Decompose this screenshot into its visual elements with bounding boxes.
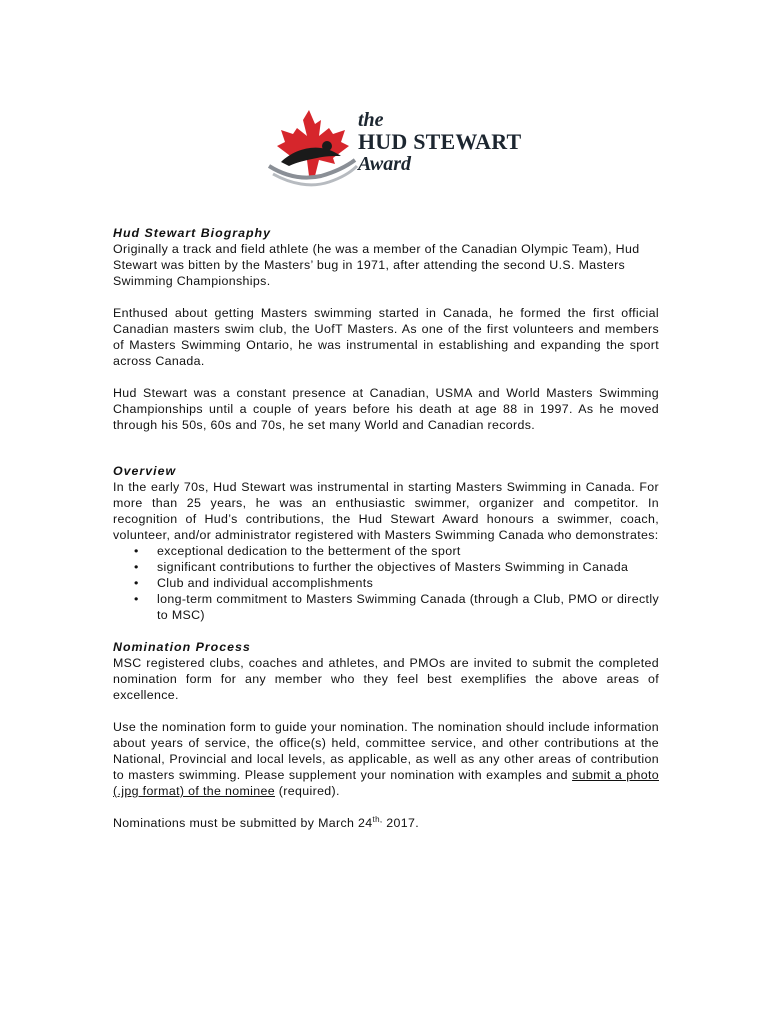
bullet-icon: • — [134, 560, 139, 574]
nomination-text-end: (required). — [275, 784, 340, 798]
swimmer-head-icon — [322, 141, 332, 151]
nomination-paragraph-2 — [113, 719, 659, 799]
overview-intro: In the early 70s, Hud Stewart was instrumental in starting Masters Swimming in Canada. For more than 25 years, he was an enthusiastic swimmer, organizer and competitor. In recognition of Hud’s contributions, the Hud Stewart Award honours a swimmer, coach, volunteer, and/or administrator registered with Masters Swimming Canada who demonstrates: — [113, 480, 659, 542]
overview-heading: Overview — [113, 464, 177, 478]
logo-award: Award — [358, 153, 411, 175]
biography-paragraph-2: Enthused about getting Masters swimming started in Canada, he formed the first official Canadian masters swim club, the UofT Masters. As one of the first volunteers and members of Masters Swimming Ontario, he was instrumental in establishing and expanding the sport across Canada. — [113, 306, 659, 368]
deadline-year: 2017. — [382, 816, 420, 830]
list-item-text: long-term commitment to Masters Swimming Canada (through a Club, PMO or directly to MSC) — [157, 592, 659, 622]
logo-the: the — [358, 109, 384, 131]
maple-leaf-icon — [277, 110, 349, 176]
nomination-text: Use the nomination form to guide your nomination. The nomination should include information about years of service, the office(s) held, committee service, and other contributions at the National, Provincial and local levels, as applicable, as well as any other areas of contribution to masters swimming. Please supplement your nomination with examples and — [113, 720, 659, 782]
list-item-text: significant contributions to further the objectives of Masters Swimming in Canada — [157, 560, 629, 574]
nomination-deadline — [113, 815, 659, 831]
nomination-heading: Nomination Process — [113, 640, 251, 654]
submit-photo-link[interactable]: submit a photo (.jpg format) of the nominee — [113, 768, 659, 798]
list-item — [134, 543, 659, 559]
bullet-icon: • — [134, 576, 139, 590]
list-item-text: Club and individual accomplishments — [157, 576, 374, 590]
biography-heading: Hud Stewart Biography — [113, 226, 271, 240]
bullet-icon: • — [134, 592, 139, 606]
biography-paragraph-3: Hud Stewart was a constant presence at Canadian, USMA and World Masters Swimming Championships until a couple of years before his death at age 88 in 1997. As he moved through his 50s, 60s and 70s, he set many World and Canadian records. — [113, 386, 659, 432]
logo-wordmark — [358, 110, 521, 174]
list-item — [134, 559, 659, 575]
nomination-paragraph-1: MSC registered clubs, coaches and athletes, and PMOs are invited to submit the completed nomination form for any member who they feel best exemplifies the above areas of excellence. — [113, 656, 659, 702]
bullet-icon: • — [134, 544, 139, 558]
deadline-suffix: th, — [372, 814, 383, 824]
document-body — [113, 225, 659, 831]
list-item — [134, 575, 659, 591]
biography-paragraph-1: Originally a track and field athlete (he was a member of the Canadian Olympic Team), Hud Stewart was bitten by the Masters’ bug in 1971, after attending the second U.S. Masters Swimming Championships. — [113, 242, 640, 288]
deadline-text: Nominations must be submitted by March 24 — [113, 816, 373, 830]
logo-title: HUD STEWART — [358, 129, 522, 154]
list-item — [134, 591, 659, 623]
criteria-list — [113, 543, 659, 623]
list-item-text: exceptional dedication to the betterment of the sport — [157, 544, 461, 558]
